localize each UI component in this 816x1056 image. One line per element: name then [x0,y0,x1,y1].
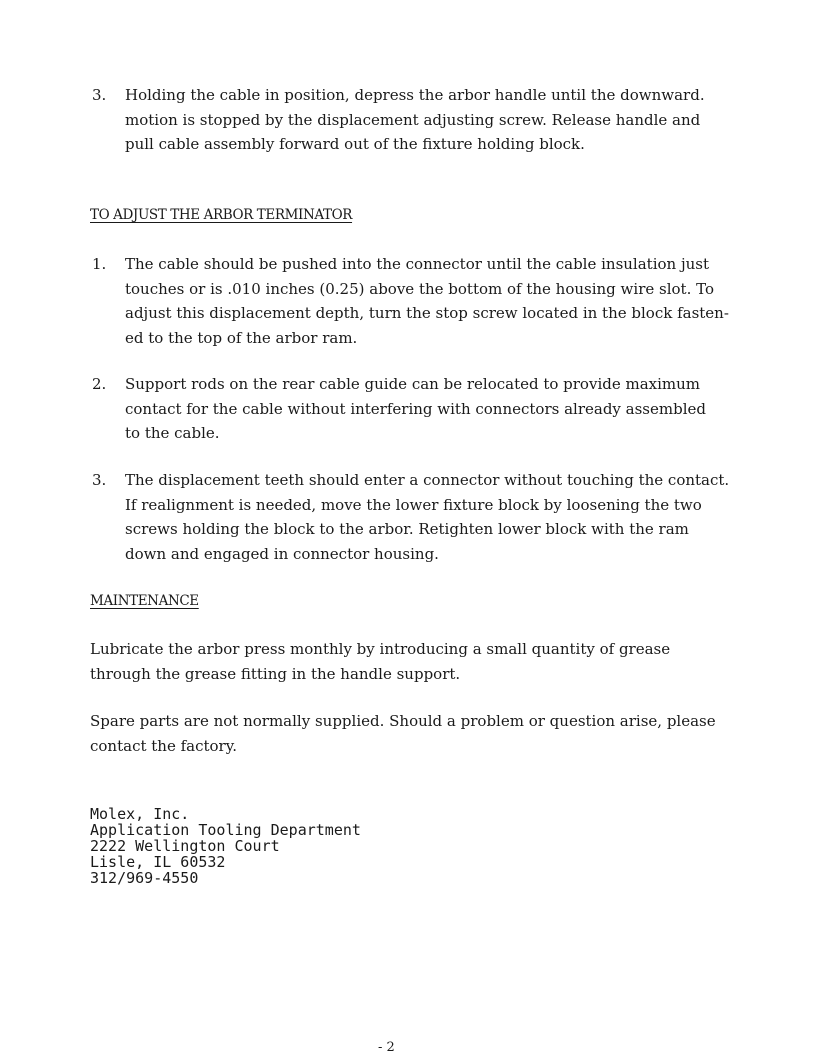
step-number: 3. [92,86,107,104]
paragraph-line: through the grease fitting in the handle support. [90,664,461,683]
adjust-step-2 [92,372,706,446]
step-line: down and engaged in connector housing. [125,544,439,563]
paragraph-line: Spare parts are not normally supplied. Should a problem or question arise, please [90,712,716,730]
paragraph-line: contact the factory. [90,736,237,755]
address-line: Application Tooling Department [90,821,361,839]
page-number: - 2 [378,1040,395,1055]
step-line: to the cable. [125,424,220,442]
maintenance-paragraph-1 [90,637,670,686]
step-line: motion is stopped by the displacement adjusting screw. Release handle and [125,110,701,129]
step-line: The displacement teeth should enter a connector without touching the contact. [125,471,730,489]
address-line: Molex, Inc. [90,805,190,823]
step-line: screws holding the block to the arbor. Retighten lower block with the ram [125,520,689,538]
step-line: ed to the top of the arbor ram. [125,328,358,347]
step-number: 1. [92,255,107,273]
step-line: Holding the cable in position, depress the arbor handle until the downward. [125,86,705,104]
section-heading-adjust: TO ADJUST THE ARBOR TERMINATOR [90,207,353,223]
step-line: pull cable assembly forward out of the fixture holding block. [125,135,585,153]
section-heading-maintenance: MAINTENANCE [90,593,199,609]
step-line: The cable should be pushed into the connector until the cable insulation just [125,255,709,273]
address-line: 2222 Wellington Court [90,837,280,855]
step-line: contact for the cable without interfering with connectors already assembled [125,399,706,418]
adjust-step-1 [92,252,729,350]
step-line: Support rods on the rear cable guide can be relocated to provide maximum [125,375,701,393]
paragraph-line: Lubricate the arbor press monthly by introducing a small quantity of grease [90,640,671,658]
step-line: If realignment is needed, move the lower fixture block by loosening the two [125,495,702,514]
company-address [90,806,361,886]
top-step-3 [92,83,705,157]
step-line: touches or is .010 inches (0.25) above the bottom of the housing wire slot. To [125,279,714,298]
step-line: adjust this displacement depth, turn the stop screw located in the block fasten- [125,304,729,322]
step-number: 3. [92,471,107,489]
address-line: Lisle, IL 60532 [90,853,226,871]
adjust-step-3 [92,468,729,566]
maintenance-paragraph-2 [90,709,716,758]
step-number: 2. [92,375,107,393]
address-line: 312/969-4550 [90,869,199,887]
